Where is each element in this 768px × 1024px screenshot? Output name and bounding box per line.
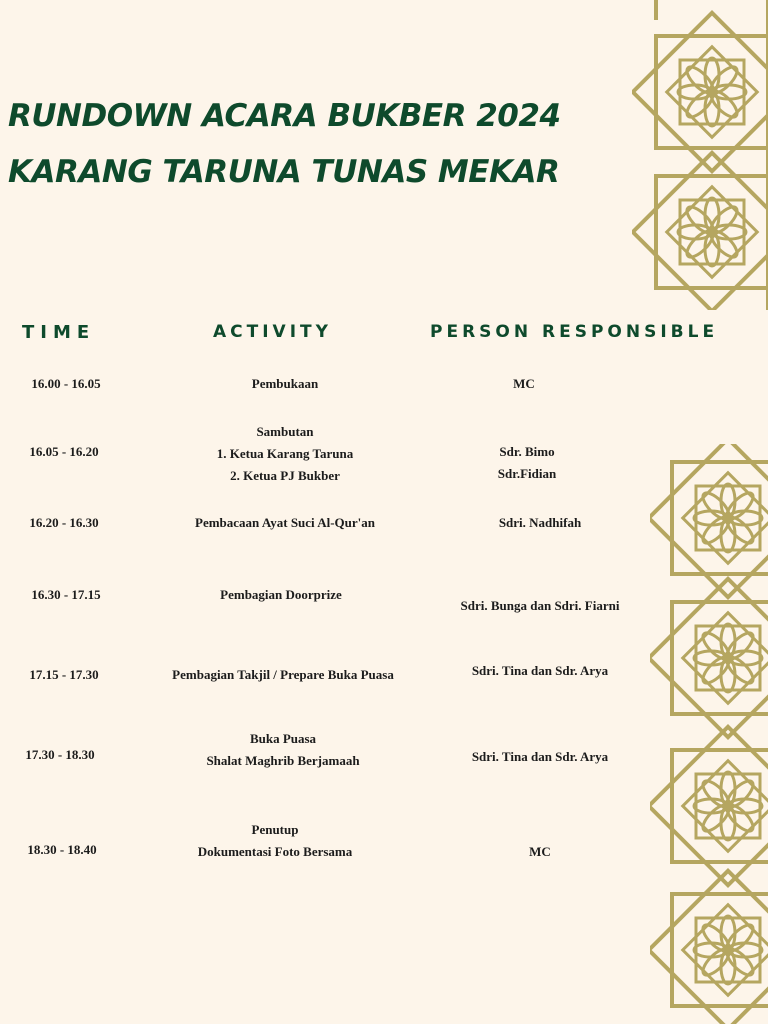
row-person: Sdri. Bunga dan Sdri. Fiarni (460, 598, 620, 613)
row-activity: Pembagian Takjil / Prepare Buka Puasa (172, 667, 394, 682)
row-time: 16.00 - 16.05 (31, 376, 101, 391)
column-header-person: PERSON RESPONSIBLE (430, 322, 719, 342)
row-time: 16.20 - 16.30 (29, 515, 99, 530)
row-time: 17.30 - 18.30 (25, 747, 95, 762)
row-time: 16.30 - 17.15 (31, 587, 101, 602)
row-activity: Pembacaan Ayat Suci Al-Qur'an (195, 515, 375, 530)
row-time: 18.30 - 18.40 (27, 842, 97, 857)
row-person: Sdri. Nadhifah (498, 515, 582, 530)
row-person: MC (513, 376, 535, 391)
geometric-ornament-top (632, 0, 768, 310)
row-activity: Sambutan 1. Ketua Karang Taruna 2. Ketua PJ Bukber (216, 424, 354, 483)
row-person: Sdri. Tina dan Sdr. Arya (471, 749, 609, 764)
row-time: 16.05 - 16.20 (29, 444, 99, 459)
row-activity: Pembukaan (251, 376, 319, 391)
column-header-time: TIME (22, 322, 96, 343)
row-activity: Buka Puasa Shalat Maghrib Berjamaah (206, 731, 360, 768)
page-title-line-1: RUNDOWN ACARA BUKBER 2024 (8, 98, 561, 134)
page-title-line-2: KARANG TARUNA TUNAS MEKAR (8, 154, 560, 190)
row-activity: Penutup Dokumentasi Foto Bersama (197, 822, 353, 859)
row-activity: Pembagian Doorprize (220, 587, 342, 602)
row-person: Sdri. Tina dan Sdr. Arya (471, 663, 609, 678)
row-person: Sdr. Bimo Sdr.Fidian (497, 444, 557, 481)
geometric-ornament-right (650, 444, 768, 1024)
row-person: MC (529, 844, 551, 859)
column-header-activity: ACTIVITY (213, 322, 332, 342)
row-time: 17.15 - 17.30 (29, 667, 99, 682)
